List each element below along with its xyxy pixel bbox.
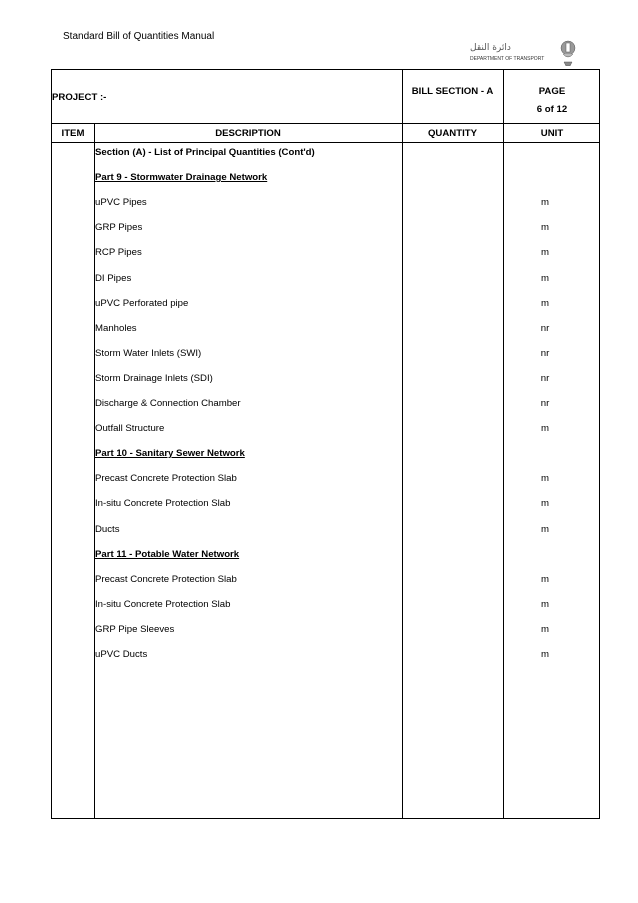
unit-cell: nr xyxy=(540,372,550,384)
description-cell: Part 11 - Potable Water Network xyxy=(95,548,240,560)
column-header-separator xyxy=(52,142,599,143)
description-cell: Outfall Structure xyxy=(95,423,165,435)
unit-cell: nr xyxy=(540,347,550,359)
table-row xyxy=(95,296,599,312)
unit-cell: m xyxy=(541,272,549,284)
department-of-transport-logo xyxy=(470,38,580,66)
table-row xyxy=(95,622,599,638)
table-row xyxy=(95,522,599,538)
description-cell: Storm Drainage Inlets (SDI) xyxy=(95,372,213,384)
table-row xyxy=(95,346,599,362)
unit-cell: m xyxy=(541,297,549,309)
description-cell: Discharge & Connection Chamber xyxy=(95,398,241,409)
unit-cell: nr xyxy=(540,398,550,409)
table-row xyxy=(95,597,599,613)
table-row xyxy=(95,271,599,287)
part-heading-row xyxy=(95,547,599,563)
part-heading-row xyxy=(95,170,599,186)
description-cell: Manholes xyxy=(95,322,137,334)
unit-cell: m xyxy=(541,498,549,510)
table-row xyxy=(95,647,599,663)
description-cell: Section (A) - List of Principal Quantities (Cont'd) xyxy=(95,147,315,158)
description-cell: In-situ Concrete Protection Slab xyxy=(95,598,231,610)
table-row xyxy=(95,321,599,337)
description-cell: Precast Concrete Protection Slab xyxy=(95,473,237,485)
table-row xyxy=(95,572,599,588)
running-header: Standard Bill of Quantities Manual xyxy=(63,31,215,42)
unit-column-header: UNIT xyxy=(540,128,564,139)
description-cell: Part 9 - Stormwater Drainage Network xyxy=(95,172,268,184)
table-row xyxy=(95,396,599,412)
page-number: 6 of 12 xyxy=(536,104,568,115)
unit-cell: nr xyxy=(540,322,550,334)
table-row xyxy=(95,195,599,211)
unit-cell: m xyxy=(541,649,549,660)
table-row xyxy=(95,471,599,487)
description-column-header: DESCRIPTION xyxy=(215,128,281,139)
table-row xyxy=(95,371,599,387)
table-row xyxy=(95,220,599,236)
description-cell: In-situ Concrete Protection Slab xyxy=(95,498,231,510)
description-cell: uPVC Ducts xyxy=(95,649,148,660)
unit-cell: m xyxy=(541,222,549,234)
description-cell: uPVC Perforated pipe xyxy=(95,297,189,309)
quantity-column-header: QUANTITY xyxy=(427,128,478,139)
unit-cell: m xyxy=(541,473,549,485)
unit-cell: m xyxy=(541,247,549,259)
description-cell: Ducts xyxy=(95,523,120,535)
part-heading-row xyxy=(95,446,599,462)
item-column-header: ITEM xyxy=(61,128,85,139)
bill-table xyxy=(51,69,600,819)
project-label: PROJECT :- xyxy=(52,92,107,103)
page-label: PAGE xyxy=(538,86,566,97)
table-row xyxy=(95,496,599,512)
section-title-row xyxy=(95,145,599,161)
description-cell: GRP Pipes xyxy=(95,222,143,234)
logo-english-text: DEPARTMENT OF TRANSPORT xyxy=(470,56,545,62)
table-row xyxy=(95,245,599,261)
unit-cell: m xyxy=(541,423,549,435)
unit-cell: m xyxy=(541,197,549,209)
table-row xyxy=(95,421,599,437)
bill-section-label: BILL SECTION - A xyxy=(411,86,494,97)
description-cell: uPVC Pipes xyxy=(95,197,147,209)
unit-cell: m xyxy=(541,573,549,585)
description-cell: Precast Concrete Protection Slab xyxy=(95,573,237,585)
unit-cell: m xyxy=(541,523,549,535)
unit-cell: m xyxy=(541,598,549,610)
description-cell: DI Pipes xyxy=(95,272,132,284)
emblem-icon xyxy=(470,38,580,66)
unit-cell: m xyxy=(541,623,549,635)
description-cell: GRP Pipe Sleeves xyxy=(95,623,175,635)
description-cell: Storm Water Inlets (SWI) xyxy=(95,347,202,359)
logo-arabic-text: دائرة النقل xyxy=(470,43,511,53)
description-cell: RCP Pipes xyxy=(95,247,142,259)
description-cell: Part 10 - Sanitary Sewer Network xyxy=(95,448,245,460)
header-separator xyxy=(52,123,599,124)
